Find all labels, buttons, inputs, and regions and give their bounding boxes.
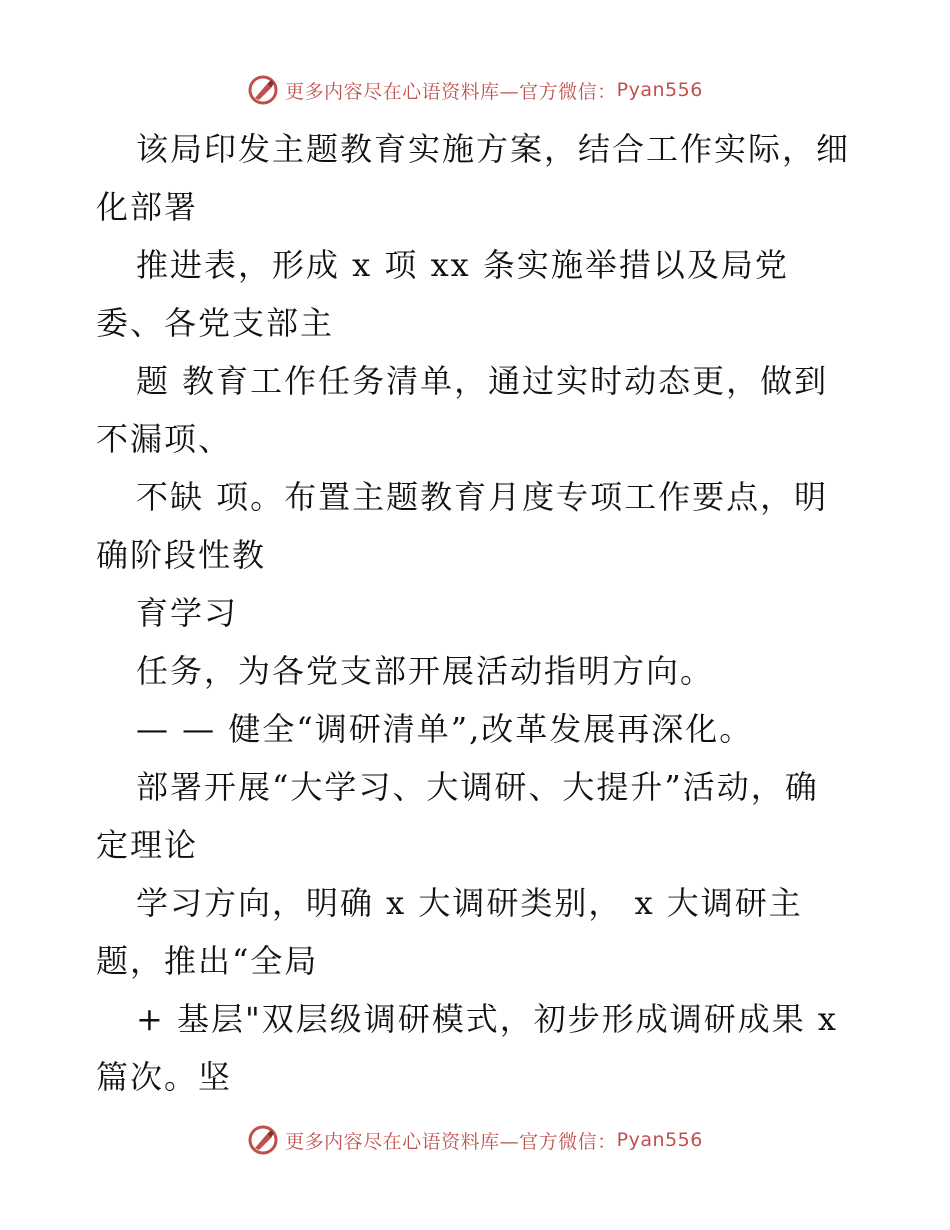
header-watermark — [0, 70, 950, 110]
text-line: + 基层"双层级调研模式，初步形成调研成果 x — [136, 1000, 838, 1038]
text-line: 题，推出“全局 — [96, 942, 319, 980]
text-line: 不缺 项。布置主题教育月度专项工作要点，明 — [136, 478, 829, 516]
text-line: 确阶段性教 — [96, 536, 267, 574]
text-line: 化部署 — [96, 188, 199, 226]
watermark-text: 更多内容尽在心语资料库—官方微信： — [285, 80, 617, 103]
watermark-wechat: Pyan556 — [616, 79, 703, 101]
pen-nib-icon — [247, 74, 279, 106]
text-line: 部署开展“大学习、大调研、大提升”活动，确 — [136, 768, 819, 806]
text-line: 不漏项、 — [96, 420, 233, 458]
watermark-text: 更多内容尽在心语资料库—官方微信： — [285, 1130, 617, 1153]
text-line: 题 教育工作任务清单，通过实时动态更，做到 — [136, 362, 829, 400]
document-body — [96, 120, 866, 1106]
text-line: 该局印发主题教育实施方案，结合工作实际，细 — [136, 130, 851, 168]
pen-nib-icon — [247, 1124, 279, 1156]
footer-watermark — [0, 1120, 950, 1160]
text-line: 篇次。坚 — [96, 1058, 233, 1096]
text-line: — — 健全“调研清单”,改革发展再深化。 — [136, 710, 754, 748]
text-line: 任务，为各党支部开展活动指明方向。 — [136, 652, 715, 690]
watermark-wechat: Pyan556 — [616, 1129, 703, 1151]
text-line: 委、各党支部主 — [96, 304, 335, 342]
text-line: 育学习 — [136, 594, 239, 632]
text-line: 学习方向，明确 x 大调研类别， x 大调研主 — [136, 884, 803, 922]
text-line: 推进表，形成 x 项 xx 条实施举措以及局党 — [136, 246, 789, 284]
text-line: 定理论 — [96, 826, 199, 864]
